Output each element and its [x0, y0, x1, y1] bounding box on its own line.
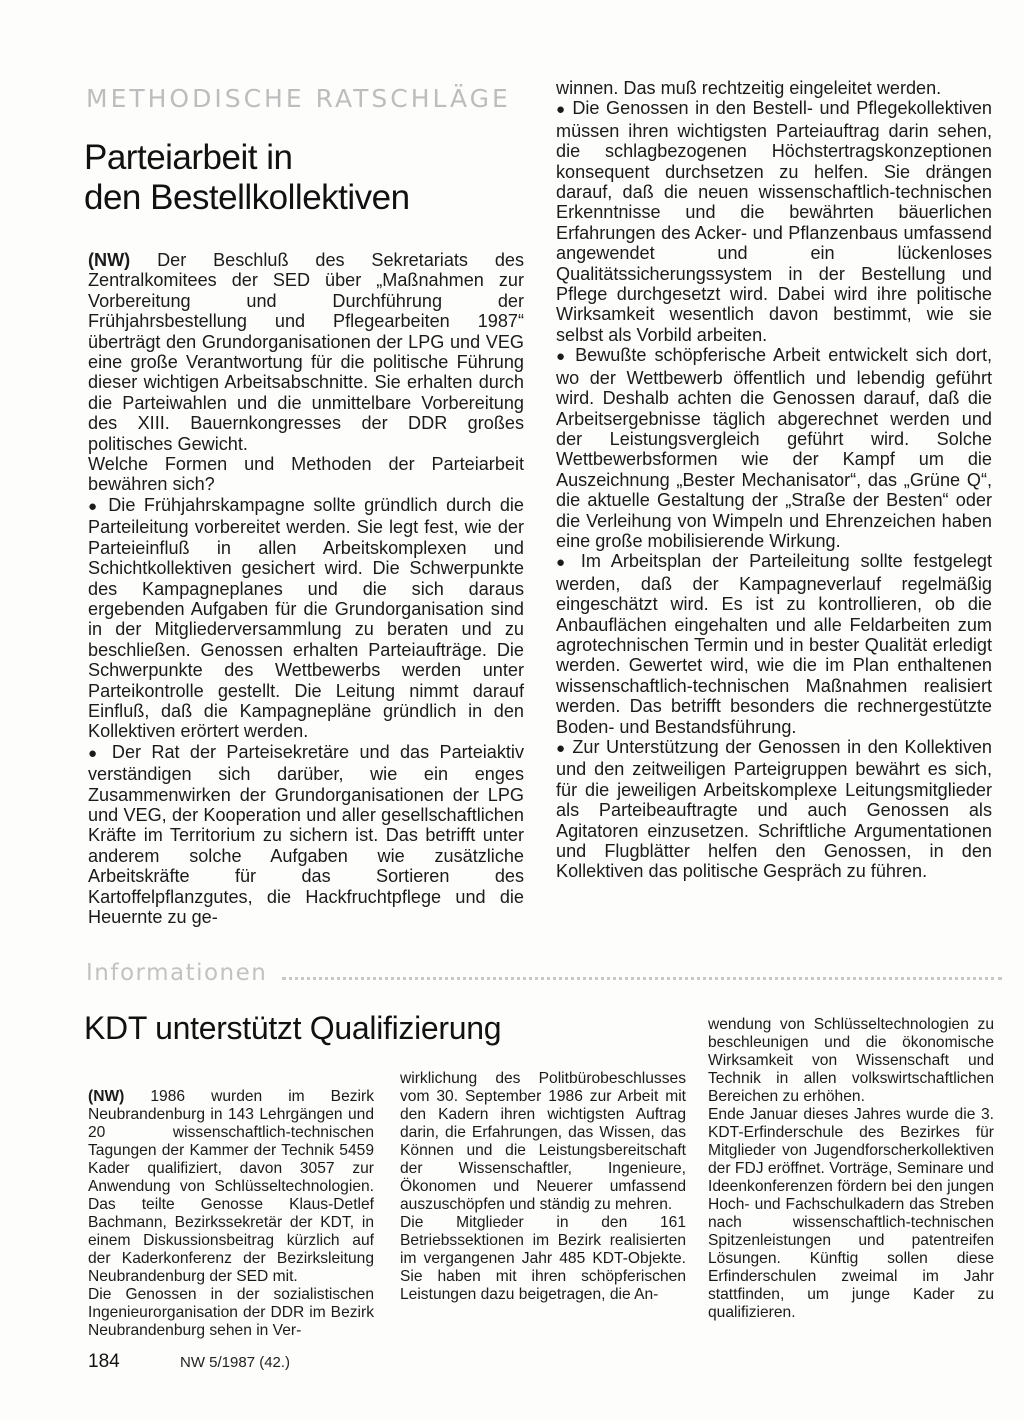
article-paragraph: Welche Formen und Methoden der Parteiarbeit bewähren sich? [88, 454, 524, 495]
article-headline [84, 138, 504, 218]
info-label: Informationen [86, 960, 268, 986]
dotted-rule [282, 977, 1002, 980]
page-number: 184 [88, 1351, 120, 1372]
headline-line-2: den Bestellkollektiven [84, 178, 410, 217]
article-column-1 [88, 250, 524, 927]
bullet-paragraph: ● Zur Unterstützung der Genossen in den Kollektiven und den zeitweiligen Parteigruppen bewährt es sich, für die jeweiligen Arbeitskomplexe Leitungsmitglieder als Parteibeauftragte und auch Genossen als Agitatoren einzusetzen. Schriftliche Argumentationen und Flugblätter helfen den Genossen, in den Kollektiven das politische Gespräch zu führen. [556, 737, 992, 882]
source-tag: (NW) [88, 1088, 125, 1105]
info-paragraph: Ende Januar dieses Jahres wurde die 3. KDT-Erfinderschule des Bezirkes für Mitglieder von Jugendforscherkollektiven der FDJ eröffnet. Vorträge, Seminare und Ideenkonferenzen fördern bei den jungen Hoch- und Fachschulkadern das Streben nach wissenschaftlich-technischen Spitzenleistungen und patentreifen Lösungen. Künftig sollen diese Erfinderschulen zweimal im Jahr stattfinden, um junge Kader zu qualifizieren. [708, 1106, 994, 1321]
info-paragraph: wendung von Schlüsseltechnologien zu beschleunigen und die ökonomische Wirksamkeit von Wissenschaft und Technik in allen volkswirtschaftlichen Bereichen zu erhöhen. [708, 1016, 994, 1105]
section-kicker: METHODISCHE RATSCHLÄGE [86, 84, 511, 113]
bullet-paragraph: ● Im Arbeitsplan der Parteileitung sollte festgelegt werden, daß der Kampagneverlauf regelmäßig eingeschätzt wird. Es ist zu kontrollieren, ob die Anbauflächen eingehalten und alle Feldarbeiten zum agrotechnischen Termin und in bester Qualität erledigt werden. Gewertet wird, wie die im Plan enthaltenen wissenschaftlich-technischen Maßnahmen realisiert werden. Das betrifft besonders die rechnergestützte Boden- und Bestandsführung. [556, 551, 992, 737]
info-paragraph: Die Mitglieder in den 161 Betriebssektionen im Bezirk realisierten im vergangenen Jahr 485 KDT-Objekte. Sie haben mit ihren schöpferischen Leistungen dazu beigetragen, die An- [400, 1214, 686, 1303]
bullet-paragraph: ● Der Rat der Parteisekretäre und das Parteiaktiv verständigen sich darüber, wie ein enges Zusammenwirken der Grundorganisationen der LPG und VEG, der Kooperation und aller gesellschaftlichen Kräfte im Territorium zu sichern ist. Das betrifft unter anderem solche Aufgaben wie zusätzliche Arbeitskräfte für das Sortieren des Kartoffelpflanzgutes, die Hackfruchtpflege und die Heuernte zu ge- [88, 742, 524, 928]
article-paragraph: (NW) Der Beschluß des Sekretariats des Zentralkomitees der SED über „Maßnahmen zur Vorbereitung und Durchführung der Frühjahrsbestellung und Pflegearbeiten 1987“ überträgt den Grundorganisationen der LPG und VEG eine große Verantwortung für die politische Führung dieser wichtigen Arbeitsabschnitte. Sie erhalten durch die Parteiwahlen und die unmittelbare Vorbereitung des XIII. Bauernkongresses der DDR großes politisches Gewicht. [88, 250, 524, 454]
info-column-2 [400, 1070, 686, 1304]
bullet-paragraph: ● Die Frühjahrskampagne sollte gründlich durch die Parteileitung vorbereitet werden. Sie legt fest, wie der Parteieinfluß in allen Arbeitskomplexen und Schichtkollektiven gesichert wird. Die Schwerpunkte des Kampagneplanes und die sich daraus ergebenden Aufgaben für die Grundorganisation sind in der Mitgliederversammlung zu beraten und zu beschließen. Genossen erhalten Parteiaufträge. Die Schwerpunkte des Wettbewerbs werden unter Parteikontrolle gestellt. Die Leitung nimmt darauf Einfluß, daß die Kampagnepläne gründlich in den Kollektiven erörtert werden. [88, 495, 524, 742]
info-headline: KDT unterstützt Qualifizierung [84, 1010, 502, 1046]
article-paragraph: winnen. Das muß rechtzeitig eingeleitet werden. [556, 78, 942, 98]
info-section-header [86, 960, 1004, 990]
info-paragraph: Die Genossen in der sozialistischen Ingenieurorganisation der DDR im Bezirk Neubrandenburg sehen in Ver- [88, 1286, 374, 1339]
info-paragraph: wirklichung des Politbürobeschlusses vom 30. September 1986 zur Arbeit mit den Kadern ihren wichtigsten Auftrag darin, die Erfahrungen, das Wissen, das Können und die Leistungsbereitschaft der Wissenschaftler, Ingenieure, Ökonomen und Neuerer umfassend auszuschöpfen und ständig zu mehren. [400, 1070, 686, 1213]
source-tag: (NW) [88, 250, 131, 270]
page-footer [88, 1351, 488, 1375]
article-column-2 [556, 78, 992, 882]
issue-reference: NW 5/1987 (42.) [180, 1354, 291, 1371]
headline-line-1: Parteiarbeit in [84, 138, 293, 177]
bullet-paragraph: ● Die Genossen in den Bestell- und Pflegekollektiven müssen ihren wichtigsten Parteiauftrag darin sehen, die schlagbezogenen Höchstertragskonzeptionen konsequent durchsetzen zu helfen. Sie drängen darauf, daß die neuen wissenschaftlich-technischen Erkenntnisse und die bewährten bäuerlichen Erfahrungen des Acker- und Pflanzenbaus umfassend angewendet und ein lückenloses Qualitätssicherungssystem in der Bestellung und Pflege durchgesetzt wird. Dabei wird ihre politische Wirksamkeit wesentlich davon bestimmt, wie sie selbst als Vorbild arbeiten. [556, 98, 992, 345]
info-paragraph: (NW) 1986 wurden im Bezirk Neubrandenburg in 143 Lehrgängen und 20 wissenschaftlich-technischen Tagungen der Kammer der Technik 5459 Kader qualifiziert, davon 3057 zur Anwendung von Schlüsseltechnologien. Das teilte Genosse Klaus-Detlef Bachmann, Bezirkssekretär der KDT, in einem Diskussionsbeitrag kürzlich auf der Kaderkonferenz der Bezirksleitung Neubrandenburg der SED mit. [88, 1088, 374, 1285]
info-column-3 [708, 1016, 994, 1322]
bullet-paragraph: ● Bewußte schöpferische Arbeit entwickelt sich dort, wo der Wettbewerb öffentlich und lebendig geführt wird. Deshalb achten die Genossen darauf, daß die Arbeitsergebnisse täglich abgerechnet werden und der Leistungsvergleich geführt wird. Solche Wettbewerbsformen wie der Kampf um die Auszeichnung „Bester Mechanisator“, das „Grüne Q“, die aktuelle Gestaltung der „Straße der Besten“ oder die Verleihung von Wimpeln und Ehrenzeichen haben eine große mobilisierende Wirkung. [556, 345, 992, 551]
info-column-1 [88, 1088, 374, 1340]
